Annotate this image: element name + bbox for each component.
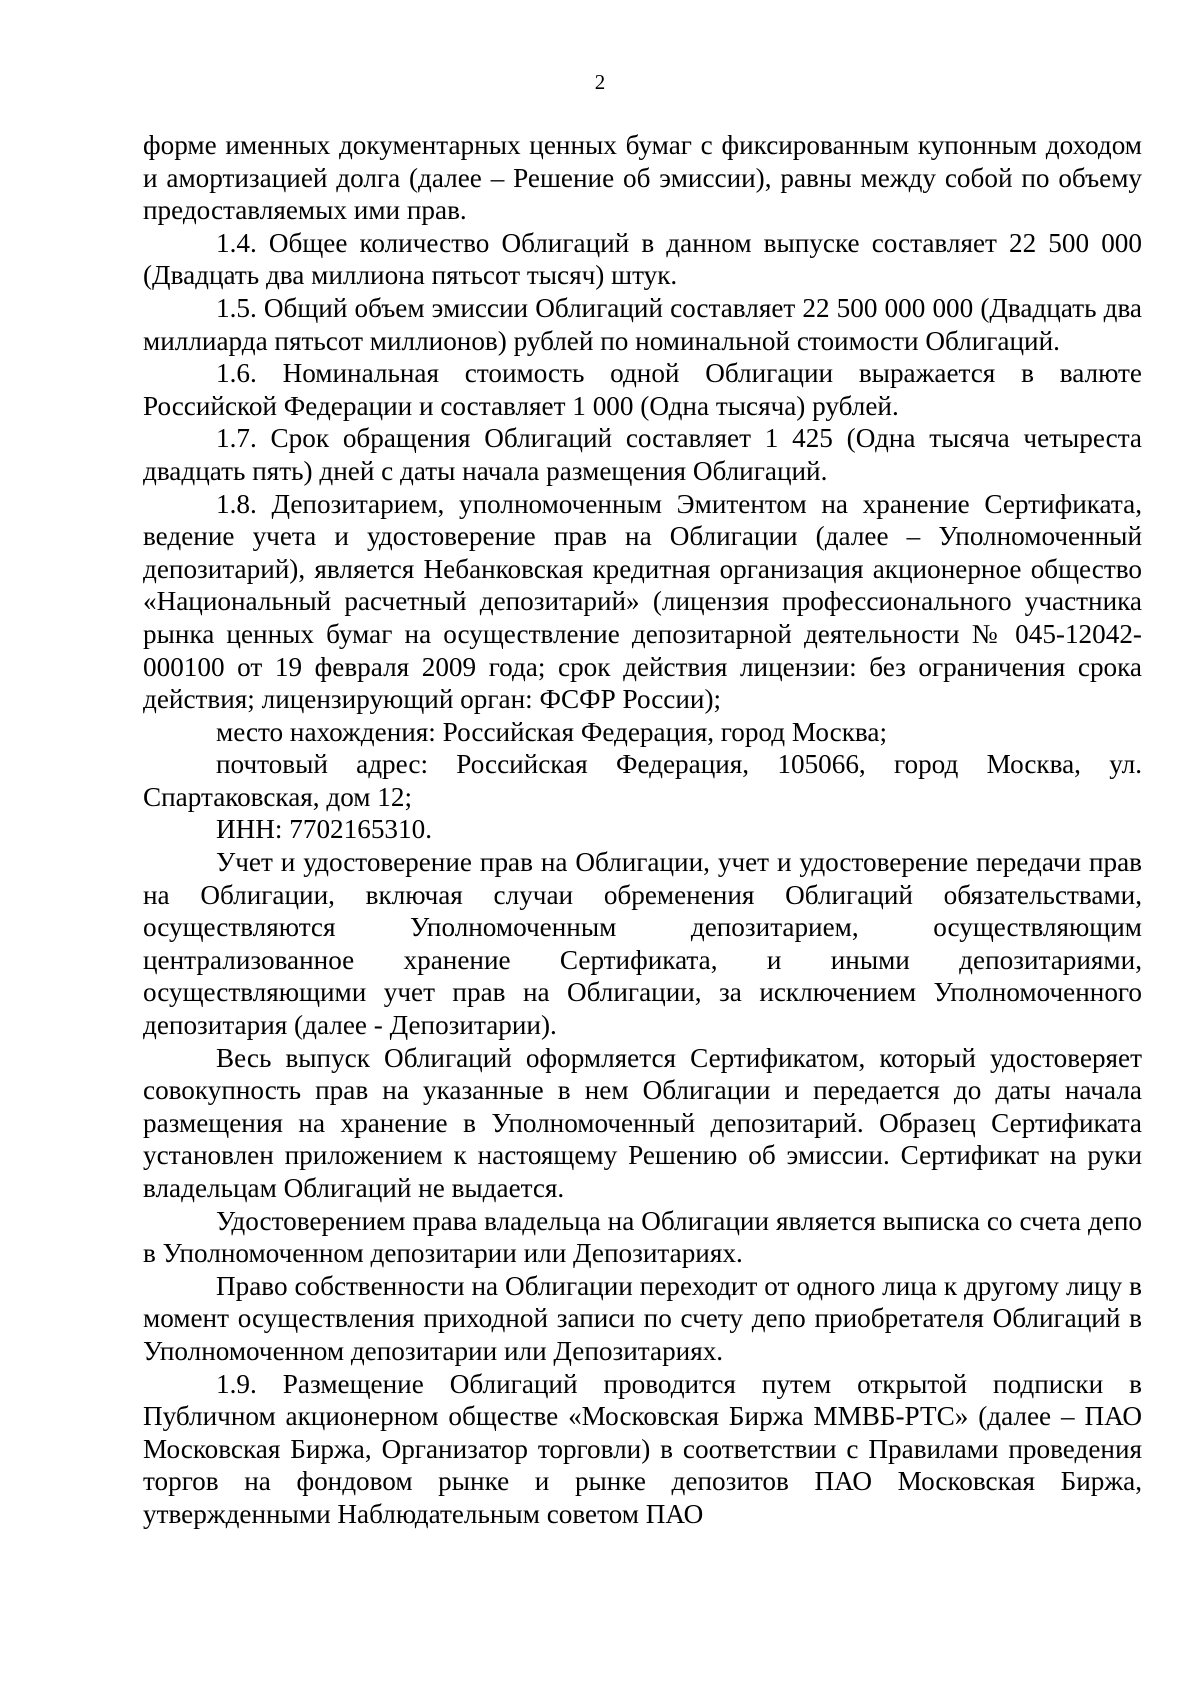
paragraph-1-7: 1.7. Срок обращения Облигаций составляет 1 425 (Одна тысяча четыреста двадцать пять) дней с даты начала размещения Облигаций. bbox=[143, 423, 1142, 486]
paragraph-1-8: 1.8. Депозитарием, уполномоченным Эмитентом на хранение Сертификата, ведение учета и удостоверение прав на Облигации (далее – Уполномоченный депозитарий), является Небанковская кредитная организация акционерное общество «Национальный расчетный депозитарий» (лицензия профессионального участника рынка ценных бумаг на осуществление депозитарной деятельности № 045-12042-000100 от 19 февраля 2009 года; срок действия лицензии: без ограничения срока действия; лицензирующий орган: ФСФР России); bbox=[143, 488, 1142, 715]
paragraph-postal: почтовый адрес: Российская Федерация, 105066, город Москва, ул. Спартаковская, дом 12; bbox=[143, 749, 1142, 812]
paragraph-certificate: Весь выпуск Облигаций оформляется Сертификатом, который удостоверяет совокупность прав на указанные в нем Облигации и передается до даты начала размещения на хранение в Уполномоченный депозитарий. Образец Сертификата установлен приложением к настоящему Решению об эмиссии. Сертификат на руки владельцам Облигаций не выдается. bbox=[143, 1042, 1142, 1203]
paragraph-inn: ИНН: 7702165310. bbox=[216, 814, 432, 845]
paragraph-ownership: Право собственности на Облигации переходит от одного лица к другому лицу в момент осуществления приходной записи по счету депо приобретателя Облигаций в Уполномоченном депозитарии или Депозитариях. bbox=[143, 1270, 1142, 1366]
paragraph-1-4: 1.4. Общее количество Облигаций в данном выпуске составляет 22 500 000 (Двадцать два миллиона пятьсот тысяч) штук. bbox=[143, 227, 1142, 291]
paragraph-1-9: 1.9. Размещение Облигаций проводится путем открытой подписки в Публичном акционерном обществе «Московская Биржа ММВБ-РТС» (далее – ПАО Московская Биржа, Организатор торговли) в соответствии с Правилами проведения торгов на фондовом рынке и рынке депозитов ПАО Московская Биржа, утвержденными Наблюдательным советом ПАО bbox=[143, 1368, 1142, 1529]
page-number: 2 bbox=[594, 70, 606, 94]
paragraph-location: место нахождения: Российская Федерация, город Москва; bbox=[216, 716, 888, 747]
document-body bbox=[143, 129, 1142, 1531]
paragraph-proof: Удостоверением права владельца на Облигации является выписка со счета депо в Уполномоченном депозитарии или Депозитариях. bbox=[143, 1205, 1142, 1269]
paragraph-1-5: 1.5. Общий объем эмиссии Облигаций составляет 22 500 000 000 (Двадцать два миллиарда пятьсот миллионов) рублей по номинальной стоимости Облигаций. bbox=[143, 292, 1142, 356]
paragraph-continuation: форме именных документарных ценных бумаг с фиксированным купонным доходом и амортизацией долга (далее – Решение об эмиссии), равны между собой по объему предоставляемых ими прав. bbox=[143, 130, 1142, 226]
paragraph-1-6: 1.6. Номинальная стоимость одной Облигации выражается в валюте Российской Федерации и составляет 1 000 (Одна тысяча) рублей. bbox=[143, 358, 1142, 421]
paragraph-accounting: Учет и удостоверение прав на Облигации, учет и удостоверение передачи прав на Облигации, включая случаи обременения Облигаций обязательствами, осуществляются Уполномоченным депозитарием, осуществляющим централизованное хранение Сертификата, и иными депозитариями, осуществляющими учет прав на Облигации, за исключением Уполномоченного депозитария (далее - Депозитарии). bbox=[143, 847, 1142, 1041]
